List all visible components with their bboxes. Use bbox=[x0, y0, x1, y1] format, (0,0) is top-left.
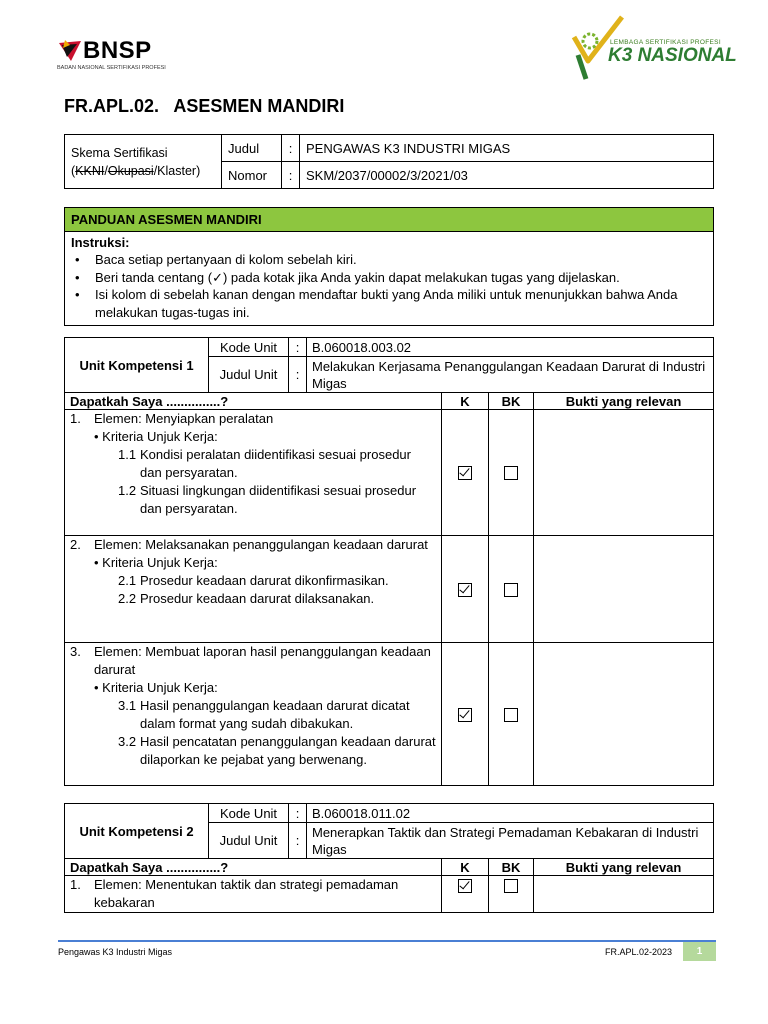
k3-subtitle: LEMBAGA SERTIFIKASI PROFESI bbox=[610, 39, 721, 46]
bnsp-logo bbox=[57, 37, 167, 77]
scheme-label-line1: Skema Sertifikasi bbox=[71, 145, 168, 160]
bukti-cell[interactable] bbox=[534, 876, 714, 913]
scheme-table bbox=[64, 134, 714, 189]
colon: : bbox=[282, 135, 300, 162]
k-header: K bbox=[442, 859, 489, 876]
k-cell bbox=[442, 876, 489, 913]
element-description: 3. Elemen: Membuat laporan hasil penanggulangan keadaan darurat • Kriteria Unjuk Kerja: 3.1 Hasil penanggulangan keadaan darurat dicatat dalam format yang sudah dibakukan. 3.2 Hasil pencatatan penanggulangan keadaan darurat dilaporkan ke pejabat yang berwenang. bbox=[65, 643, 442, 786]
nomor-value: SKM/2037/00002/3/2021/03 bbox=[300, 162, 714, 189]
unit-label: Unit Kompetensi 1 bbox=[65, 338, 209, 393]
bk-checkbox[interactable] bbox=[504, 583, 518, 597]
bukti-header: Bukti yang relevan bbox=[534, 859, 714, 876]
instruction-item: • Isi kolom di sebelah kanan dengan mendaftar bukti yang Anda miliki untuk menunjukkan bahwa Anda melakukan tugas-tugas ini. bbox=[75, 287, 678, 320]
bk-header: BK bbox=[489, 393, 534, 410]
bnsp-wordmark: BNSP bbox=[83, 37, 152, 64]
k-cell bbox=[442, 643, 489, 786]
colon: : bbox=[282, 162, 300, 189]
kode-unit-value: B.060018.011.02 bbox=[307, 804, 714, 823]
kode-unit-label: Kode Unit bbox=[209, 338, 289, 357]
unit-table-1 bbox=[64, 337, 714, 786]
judul-value: PENGAWAS K3 INDUSTRI MIGAS bbox=[300, 135, 714, 162]
element-row bbox=[65, 536, 714, 643]
guide-box bbox=[64, 207, 714, 326]
kuk-label: • Kriteria Unjuk Kerja: bbox=[94, 680, 218, 695]
bk-checkbox[interactable] bbox=[504, 879, 518, 893]
footer-divider bbox=[58, 940, 716, 942]
page-number: 1 bbox=[683, 942, 716, 961]
instructions-list bbox=[71, 251, 707, 321]
footer-doc-name: Pengawas K3 Industri Migas bbox=[58, 947, 173, 957]
kuk-label: • Kriteria Unjuk Kerja: bbox=[94, 555, 218, 570]
bk-header: BK bbox=[489, 859, 534, 876]
scheme-label-line2: (KKNI/Okupasi/Klaster) bbox=[71, 163, 201, 178]
colon: : bbox=[289, 338, 307, 357]
judul-label: Judul bbox=[222, 135, 282, 162]
kode-unit-label: Kode Unit bbox=[209, 804, 289, 823]
nomor-label: Nomor bbox=[222, 162, 282, 189]
k-header: K bbox=[442, 393, 489, 410]
unit-table-2 bbox=[64, 803, 714, 913]
dapatkah-header: Dapatkah Saya ...............? bbox=[65, 393, 442, 410]
scheme-label bbox=[65, 135, 222, 189]
bnsp-subtitle: BADAN NASIONAL SERTIFIKASI PROFESI bbox=[57, 65, 166, 71]
criterion: 1.1 Kondisi peralatan diidentifikasi sesuai prosedur dan persyaratan. bbox=[118, 447, 411, 480]
bk-cell bbox=[489, 643, 534, 786]
k-checkbox[interactable] bbox=[458, 708, 472, 722]
kode-unit-value: B.060018.003.02 bbox=[307, 338, 714, 357]
footer-form-code: FR.APL.02-2023 bbox=[605, 947, 673, 957]
guide-title: PANDUAN ASESMEN MANDIRI bbox=[65, 208, 713, 232]
bk-checkbox[interactable] bbox=[504, 466, 518, 480]
element-row bbox=[65, 643, 714, 786]
k-checkbox[interactable] bbox=[458, 583, 472, 597]
element-row bbox=[65, 410, 714, 536]
judul-unit-label: Judul Unit bbox=[209, 823, 289, 859]
bukti-cell[interactable] bbox=[534, 536, 714, 643]
k-cell bbox=[442, 410, 489, 536]
criterion: 3.1 Hasil penanggulangan keadaan darurat dicatat dalam format yang sudah dibakukan. bbox=[118, 698, 410, 731]
element-row bbox=[65, 876, 714, 913]
bukti-cell[interactable] bbox=[534, 643, 714, 786]
element-description: 1. Elemen: Menentukan taktik dan strategi pemadaman kebakaran bbox=[65, 876, 442, 913]
bukti-cell[interactable] bbox=[534, 410, 714, 536]
k3-nasional-logo bbox=[570, 15, 737, 83]
bk-cell bbox=[489, 536, 534, 643]
document-title: FR.APL.02. ASESMEN MANDIRI bbox=[64, 96, 345, 116]
instruction-item: • Baca setiap pertanyaan di kolom sebelah kiri. bbox=[75, 252, 357, 267]
k-cell bbox=[442, 536, 489, 643]
bnsp-emblem-icon bbox=[57, 39, 83, 63]
kuk-label: • Kriteria Unjuk Kerja: bbox=[94, 429, 218, 444]
criterion: 2.1 Prosedur keadaan darurat dikonfirmasikan. bbox=[118, 573, 389, 588]
bk-cell bbox=[489, 410, 534, 536]
bk-cell bbox=[489, 876, 534, 913]
colon: : bbox=[289, 804, 307, 823]
bukti-header: Bukti yang relevan bbox=[534, 393, 714, 410]
judul-unit-value: Melakukan Kerjasama Penanggulangan Keadaan Darurat di Industri Migas bbox=[307, 357, 714, 393]
criterion: 1.2 Situasi lingkungan diidentifikasi sesuai prosedur dan persyaratan. bbox=[118, 483, 417, 516]
element-description: 1. Elemen: Menyiapkan peralatan • Kriteria Unjuk Kerja: 1.1 Kondisi peralatan diidentifikasi sesuai prosedur dan persyaratan. 1.2 Situasi lingkungan diidentifikasi sesuai prosedur dan persyaratan. bbox=[65, 410, 442, 536]
guide-body bbox=[65, 232, 713, 325]
unit-label: Unit Kompetensi 2 bbox=[65, 804, 209, 859]
instructions-label: Instruksi: bbox=[71, 235, 130, 250]
criterion: 2.2 Prosedur keadaan darurat dilaksanakan. bbox=[118, 591, 375, 606]
element-description: 2. Elemen: Melaksanakan penanggulangan keadaan darurat • Kriteria Unjuk Kerja: 2.1 Prosedur keadaan darurat dikonfirmasikan. 2.2 Prosedur keadaan darurat dilaksanakan. bbox=[65, 536, 442, 643]
criterion: 3.2 Hasil pencatatan penanggulangan keadaan darurat dilaporkan ke pejabat yang berwenang. bbox=[118, 734, 436, 767]
judul-unit-value: Menerapkan Taktik dan Strategi Pemadaman Kebakaran di Industri Migas bbox=[307, 823, 714, 859]
k3-wordmark: K3 NASIONAL bbox=[608, 45, 737, 66]
instruction-item: • Beri tanda centang (✓) pada kotak jika Anda yakin dapat melakukan tugas yang dijelaskan. bbox=[75, 269, 620, 285]
colon: : bbox=[289, 357, 307, 393]
dapatkah-header: Dapatkah Saya ...............? bbox=[65, 859, 442, 876]
k-checkbox[interactable] bbox=[458, 466, 472, 480]
judul-unit-label: Judul Unit bbox=[209, 357, 289, 393]
k-checkbox[interactable] bbox=[458, 879, 472, 893]
colon: : bbox=[289, 823, 307, 859]
bk-checkbox[interactable] bbox=[504, 708, 518, 722]
